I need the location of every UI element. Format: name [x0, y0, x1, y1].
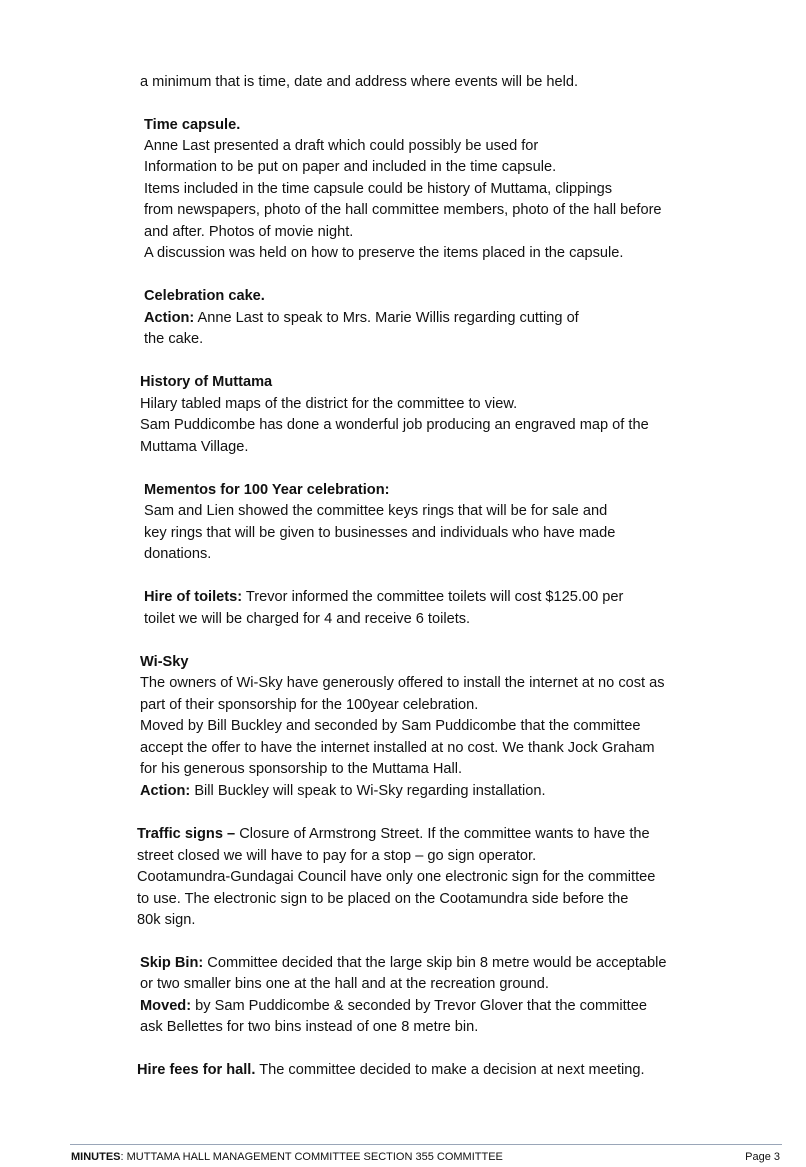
toilets-text: Trevor informed the committee toilets will cost $125.00 per [242, 589, 624, 605]
time-capsule-heading: Time capsule. [144, 117, 241, 133]
celebration-cake-action [144, 308, 579, 329]
wisky-heading: Wi-Sky [140, 654, 189, 670]
skip-bin-text: Committee decided that the large skip bin 8 metre would be acceptable [203, 955, 667, 971]
wisky-line: Moved by Bill Buckley and seconded by Sam Puddicombe that the committee [140, 718, 641, 734]
wisky-line: The owners of Wi-Sky have generously offered to install the internet at no cost as [140, 675, 665, 691]
celebration-cake-line: the cake. [144, 331, 204, 347]
mementos-heading: Mementos for 100 Year celebration: [144, 482, 390, 498]
skip-bin-heading: Skip Bin: [140, 955, 204, 971]
time-capsule-line: A discussion was held on how to preserve the items placed in the capsule. [144, 245, 624, 261]
action-text: Anne Last to speak to Mrs. Marie Willis regarding cutting of [194, 310, 579, 326]
toilets-paragraph [144, 587, 623, 608]
continuation-text: a minimum that is time, date and address where events will be held. [140, 74, 579, 90]
skip-bin-moved [140, 996, 647, 1017]
time-capsule-line: Items included in the time capsule could be history of Muttama, clippings [144, 181, 613, 197]
footer-label: MINUTES [71, 1151, 121, 1163]
action-text: Bill Buckley will speak to Wi-Sky regarding installation. [190, 783, 546, 799]
mementos-line: donations. [144, 546, 212, 562]
traffic-paragraph [137, 824, 650, 845]
wisky-line: accept the offer to have the internet installed at no cost. We thank Jock Graham [140, 740, 655, 756]
traffic-text: Closure of Armstrong Street. If the committee wants to have the [235, 826, 650, 842]
time-capsule-line: and after. Photos of movie night. [144, 224, 354, 240]
time-capsule-line: Anne Last presented a draft which could possibly be used for [144, 138, 539, 154]
hire-fees-text: The committee decided to make a decision at next meeting. [255, 1062, 645, 1078]
history-line: Sam Puddicombe has done a wonderful job producing an engraved map of the [140, 417, 649, 433]
skip-bin-paragraph [140, 953, 666, 974]
time-capsule-line: Information to be put on paper and included in the time capsule. [144, 159, 557, 175]
action-label: Action: [140, 783, 191, 799]
footer-text: : MUTTAMA HALL MANAGEMENT COMMITTEE SECTION 355 COMMITTEE [120, 1151, 503, 1163]
action-label: Action: [144, 310, 195, 326]
traffic-line: to use. The electronic sign to be placed on the Cootamundra side before the [137, 891, 629, 907]
wisky-line: for his generous sponsorship to the Muttama Hall. [140, 761, 463, 777]
wisky-action [140, 781, 546, 802]
skip-bin-line: or two smaller bins one at the hall and at the recreation ground. [140, 976, 549, 992]
traffic-line: 80k sign. [137, 912, 196, 928]
page-number: Page 3 [745, 1151, 780, 1163]
hire-fees-heading: Hire fees for hall. [137, 1062, 256, 1078]
hire-fees-paragraph [137, 1060, 645, 1081]
traffic-line: street closed we will have to pay for a stop – go sign operator. [137, 848, 537, 864]
history-line: Muttama Village. [140, 439, 249, 455]
history-line: Hilary tabled maps of the district for the committee to view. [140, 396, 518, 412]
moved-label: Moved: [140, 998, 192, 1014]
toilets-heading: Hire of toilets: [144, 589, 243, 605]
footer-divider [70, 1144, 782, 1145]
celebration-cake-heading: Celebration cake. [144, 288, 265, 304]
wisky-line: part of their sponsorship for the 100year celebration. [140, 697, 479, 713]
skip-bin-line: ask Bellettes for two bins instead of one 8 metre bin. [140, 1019, 479, 1035]
footer-title [71, 1149, 503, 1165]
moved-text: by Sam Puddicombe & seconded by Trevor Glover that the committee [191, 998, 647, 1014]
mementos-line: Sam and Lien showed the committee keys rings that will be for sale and [144, 503, 608, 519]
traffic-heading: Traffic signs – [137, 826, 236, 842]
mementos-line: key rings that will be given to businesses and individuals who have made [144, 525, 616, 541]
history-heading: History of Muttama [140, 374, 273, 390]
traffic-line: Cootamundra-Gundagai Council have only one electronic sign for the committee [137, 869, 656, 885]
toilets-line: toilet we will be charged for 4 and receive 6 toilets. [144, 611, 471, 627]
time-capsule-line: from newspapers, photo of the hall committee members, photo of the hall before [144, 202, 662, 218]
